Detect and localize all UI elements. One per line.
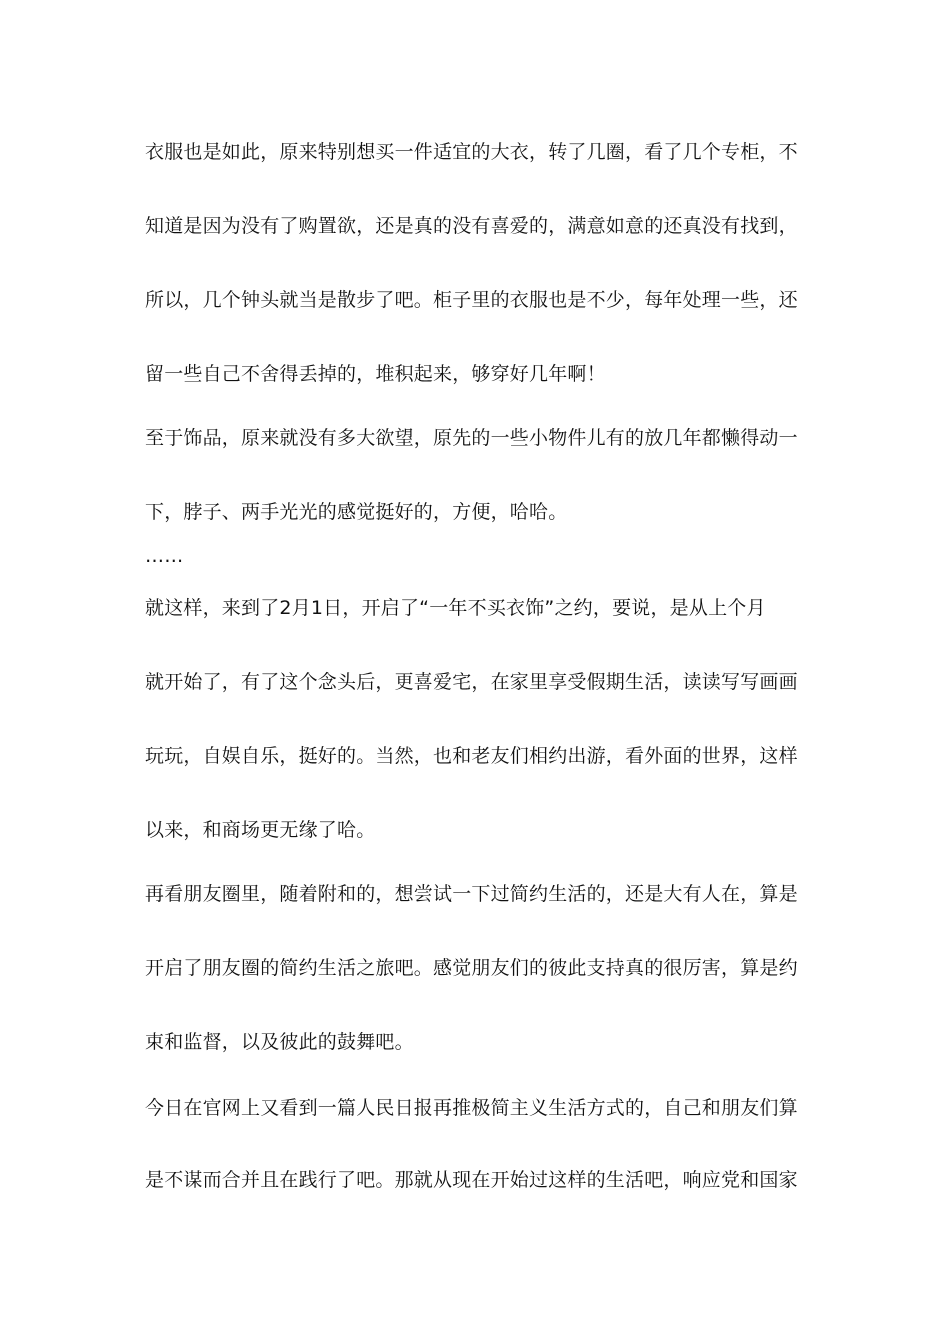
- paragraph-1-line-4: 留一些自己不舍得丢掉的，堆积起来，够穿好几年啊！: [145, 363, 606, 385]
- paragraph-3-line-3: 玩玩，自娱自乐，挺好的。当然，也和老友们相约出游，看外面的世界，这样: [145, 745, 798, 767]
- paragraph-4-line-2: 开启了朋友圈的简约生活之旅吧。感觉朋友们的彼此支持真的很厉害，算是约: [145, 957, 798, 979]
- paragraph-2-line-1: 至于饰品，原来就没有多大欲望，原先的一些小物件儿有的放几年都懒得动一: [145, 427, 798, 449]
- paragraph-3-line-1: 就这样，来到了2月1日，开启了“一年不买衣饰”之约，要说，是从上个月: [145, 597, 766, 619]
- paragraph-2-line-2: 下，脖子、两手光光的感觉挺好的，方便，哈哈。: [145, 501, 568, 523]
- ellipsis-line: ……: [145, 545, 184, 567]
- paragraph-5-line-1: 今日在官网上又看到一篇人民日报再推极简主义生活方式的，自己和朋友们算: [145, 1097, 798, 1119]
- paragraph-4-line-3: 束和监督，以及彼此的鼓舞吧。: [145, 1031, 414, 1053]
- paragraph-4-line-1: 再看朋友圈里，随着附和的，想尝试一下过简约生活的，还是大有人在，算是: [145, 883, 798, 905]
- paragraph-1-line-3: 所以，几个钟头就当是散步了吧。柜子里的衣服也是不少，每年处理一些，还: [145, 289, 798, 311]
- paragraph-1-line-2: 知道是因为没有了购置欲，还是真的没有喜爱的，满意如意的还真没有找到，: [145, 215, 798, 237]
- paragraph-1-line-1: 衣服也是如此，原来特别想买一件适宜的大衣，转了几圈，看了几个专柜，不: [145, 141, 798, 163]
- paragraph-3-line-2: 就开始了，有了这个念头后，更喜爱宅，在家里享受假期生活，读读写写画画: [145, 671, 798, 693]
- paragraph-3-line-4: 以来，和商场更无缘了哈。: [145, 819, 376, 841]
- paragraph-5-line-2: 是不谋而合并且在践行了吧。那就从现在开始过这样的生活吧，响应党和国家: [145, 1169, 798, 1191]
